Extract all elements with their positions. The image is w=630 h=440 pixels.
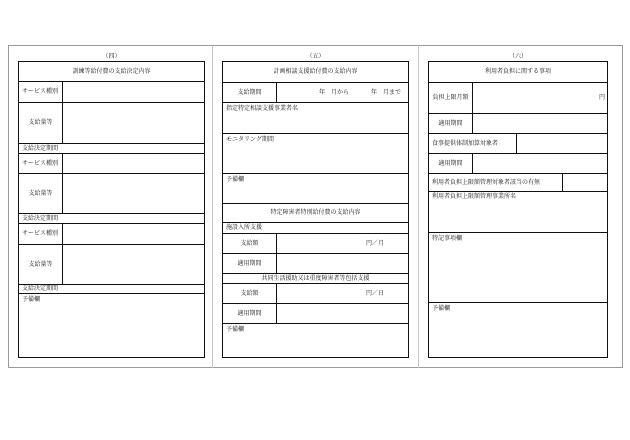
monitoring-label: モニタリング期間 (226, 136, 274, 143)
panel5-table (222, 61, 409, 358)
provider-label: 指定特定相談支援事業者名 (226, 105, 299, 112)
per-day-unit: 円／日 (366, 289, 385, 297)
panel5-header: 計画相談支援給付費の支給内容 (273, 68, 358, 75)
period-label: 支給決定期間 (22, 285, 59, 292)
apply-period-label: 適用期間 (223, 254, 277, 273)
service-type-label: サービス種別 (19, 224, 63, 244)
panel6-header: 利用者負担に関する事項 (484, 68, 551, 75)
special-label: 特記事項欄 (432, 235, 463, 242)
panel-divider (212, 45, 213, 368)
yen-unit: 円 (599, 94, 606, 101)
panel5-title: （五） (306, 53, 325, 60)
notes-label: 予備欄 (226, 176, 245, 183)
amount-label: 支給量等 (19, 103, 63, 143)
pay-amount-label: 支給額 (223, 284, 277, 303)
apply-period-label: 適用期間 (223, 304, 277, 323)
special-header: 特定障害者特別給付費の支給内容 (270, 209, 361, 216)
panel6-table (428, 61, 608, 358)
period-label: 支給決定期間 (22, 144, 59, 152)
facility-label: 施設入所支援 (226, 224, 263, 231)
amount-label: 支給量等 (19, 174, 63, 213)
period-label: 支給決定期間 (22, 214, 59, 222)
pay-period-label: 支給期間 (223, 83, 277, 102)
pay-amount-label: 支給額 (223, 234, 277, 253)
panel4-table (18, 61, 205, 358)
panel4-title: （四） (102, 53, 121, 60)
limit-label: 負担上限月額 (429, 83, 473, 113)
mgmt-provider-label: 利用者負担上限額管理事業所名 (432, 193, 517, 200)
amount-label: 支給量等 (19, 245, 63, 284)
panel6-title: （六） (508, 53, 527, 60)
meal-label: 食事提供体制加算対象者 (429, 134, 517, 153)
notes-label: 予備欄 (22, 296, 41, 303)
to-text: 年 月まで (371, 88, 402, 96)
panel-divider (418, 45, 419, 368)
per-month-unit: 円／月 (366, 239, 385, 247)
service-type-label: サービス種別 (19, 154, 63, 173)
panel4-header: 訓練等給付費の支給決定内容 (72, 67, 151, 75)
group-home-header: 共同生活援助又は重度障害者等包括支援 (261, 274, 370, 282)
service-type-label: サービス種別 (19, 82, 63, 102)
mgmt-target-label: 利用者負担上限額管理対象者該当の有無 (429, 174, 563, 191)
notes-label: 予備欄 (432, 305, 451, 312)
apply-period-label: 適用期間 (429, 114, 473, 133)
notes-label: 予備欄 (226, 326, 245, 333)
apply-period-label: 適用期間 (429, 154, 473, 173)
from-text: 年 月から (319, 88, 350, 96)
